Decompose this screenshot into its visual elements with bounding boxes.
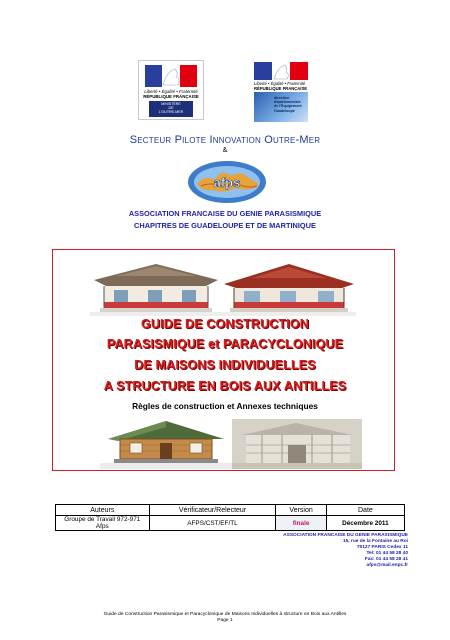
- header-verificateur: Vérificateur/Relecteur: [149, 505, 276, 516]
- table-header-row: [56, 505, 405, 516]
- afps-logo-text: afps: [213, 175, 241, 190]
- house-illustration-4: [232, 419, 362, 469]
- rf-motto: Liberté • Égalité • Fraternité: [144, 89, 198, 94]
- title-line-2: PARASISMIQUE et PARACYCLONIQUE: [106, 337, 344, 351]
- header-version: Version: [276, 505, 326, 516]
- footer-title: Guide de Construction Parasismique et Paracyclonique de Maisons Individuelles à structure en Bois aux Antilles: [103, 612, 347, 617]
- dde-box: [254, 92, 308, 122]
- cell-version: finale: [276, 516, 326, 531]
- dde-line-2: départementale: [274, 100, 301, 105]
- dde-line-4: Guadeloupe: [274, 108, 295, 113]
- contact-line-5: Fax: 01 44 58 28 41: [364, 557, 408, 562]
- contact-email[interactable]: afps@mail.enpc.fr: [366, 563, 408, 568]
- title-line-3: DE MAISONS INDIVIDUELLES: [134, 358, 316, 372]
- association-line-2: CHAPITRES DE GUADELOUPE ET DE MARTINIQUE: [134, 221, 316, 230]
- marianne-flag-icon: [145, 65, 197, 87]
- dde-guadeloupe-logo: [252, 60, 310, 122]
- association-line-1: ASSOCIATION FRANCAISE DU GENIE PARASISMIQUE: [128, 209, 322, 218]
- dde-line-3: de l'Équipement: [274, 104, 302, 109]
- ministry-line-3: L'OUTRE-MER: [158, 110, 184, 115]
- secteur-pilote-heading: Secteur Pilote Innovation Outre-Mer: [129, 134, 321, 146]
- house-illustration-2: [222, 262, 356, 316]
- de-name: RÉPUBLIQUE FRANÇAISE: [254, 86, 308, 91]
- page-number: Page 1: [217, 618, 233, 624]
- marianne-flag-icon: [254, 62, 308, 80]
- republique-francaise-logo: [138, 60, 204, 120]
- dde-line-1: direction: [274, 96, 290, 100]
- cell-verificateur: AFPS/CST/EF/TL: [149, 516, 276, 531]
- authors-table: [55, 504, 405, 531]
- contact-line-2: 15, rue de la Fontaine au Roi: [342, 539, 408, 544]
- rf-name: RÉPUBLIQUE FRANÇAISE: [143, 94, 199, 99]
- cell-auteurs: Groupe de Travail 972-971 Afps: [56, 516, 150, 531]
- cell-date: Décembre 2011: [326, 516, 404, 531]
- ministry-line-1: MINISTÈRE: [161, 102, 181, 106]
- subtitle: Règles de construction et Annexes techniques: [132, 401, 318, 411]
- contact-line-3: 75127 PARIS Cedex 11: [356, 545, 408, 550]
- table-row: [56, 516, 405, 531]
- de-motto: Liberté • Égalité • Fraternité: [254, 81, 306, 86]
- contact-line-1: ASSOCIATION FRANCAISE DU GENIE PARASISMIQUE: [283, 533, 408, 538]
- house-illustration-3: [100, 419, 232, 469]
- ministry-line-2: DE: [168, 106, 174, 111]
- header-auteurs: Auteurs: [56, 505, 150, 516]
- title-line-1: GUIDE DE CONSTRUCTION: [141, 317, 309, 331]
- title-line-4: A STRUCTURE EN BOIS AUX ANTILLES: [103, 379, 347, 393]
- header-date: Date: [326, 505, 404, 516]
- house-illustration-1: [90, 262, 222, 316]
- dde-box-text: [274, 96, 308, 113]
- afps-logo-icon: [187, 160, 267, 204]
- contact-block: [200, 533, 408, 569]
- ampersand: &: [222, 147, 228, 154]
- contact-line-4: Tel: 01 44 58 28 40: [366, 551, 408, 556]
- ministry-band: [149, 101, 193, 117]
- page-footer: [0, 612, 450, 624]
